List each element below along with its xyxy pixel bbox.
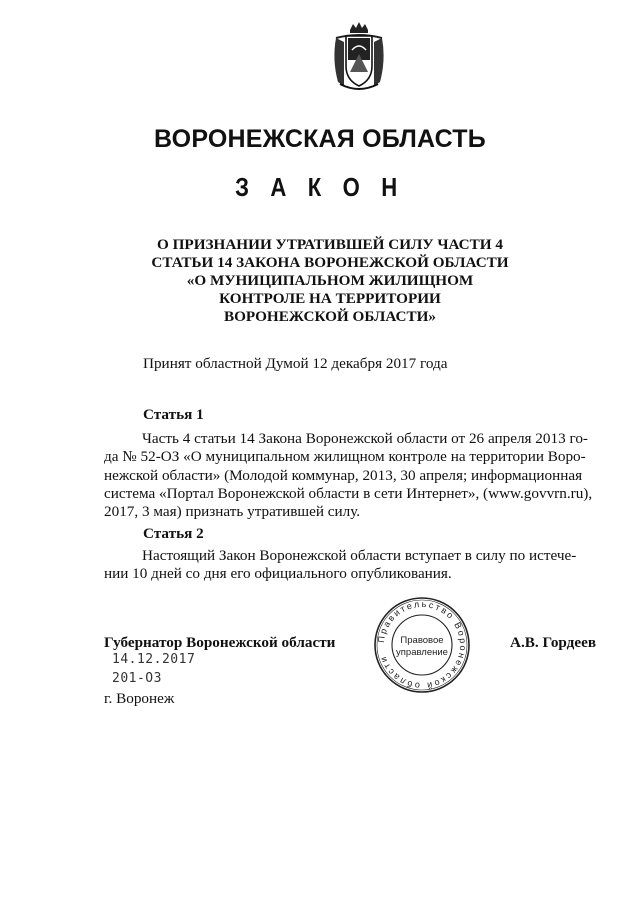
stamp-center-line: управление — [396, 647, 448, 658]
article-1-line: 2017, 3 мая) признать утратившей силу. — [104, 503, 361, 521]
article-1-line: Часть 4 статьи 14 Закона Воронежской области от 26 апреля 2013 го- — [142, 430, 588, 447]
article-2-heading: Статья 2 — [143, 525, 204, 542]
stamp-ring-text: Правительство Воронежской области — [375, 598, 469, 692]
governor-name: А.В. Гордеев — [510, 634, 597, 651]
stamp-seal — [372, 595, 472, 695]
law-title-line: КОНТРОЛЕ НА ТЕРРИТОРИИ — [219, 290, 441, 307]
article-1-line: нежской области» (Молодой коммунар, 2013, 30 апреля; информационная — [104, 466, 583, 484]
signing-date: 14.12.2017 — [112, 652, 196, 667]
region-heading: ВОРОНЕЖСКАЯ ОБЛАСТЬ — [154, 125, 486, 153]
article-1-heading: Статья 1 — [143, 406, 204, 423]
article-2-line: Настоящий Закон Воронежской области вступает в силу по истече- — [142, 547, 577, 564]
governor-position: Губернатор Воронежской области — [104, 634, 336, 651]
city: г. Воронеж — [104, 690, 175, 707]
article-2-line: нии 10 дней со дня его официального опубликования. — [104, 565, 452, 583]
article-1-line: да № 52-ОЗ «О муниципальном жилищном контроле на территории Воро- — [104, 448, 586, 466]
law-title-line: СТАТЬИ 14 ЗАКОНА ВОРОНЕЖСКОЙ ОБЛАСТИ — [151, 254, 509, 271]
coat-of-arms-icon — [330, 20, 388, 92]
article-1-line: система «Портал Воронежской области в сети Интернет», (www.govvrn.ru), — [104, 484, 593, 502]
law-title — [120, 236, 540, 326]
law-title-line: О ПРИЗНАНИИ УТРАТИВШЕЙ СИЛУ ЧАСТИ 4 — [157, 236, 503, 253]
law-title-line: ВОРОНЕЖСКОЙ ОБЛАСТИ» — [223, 308, 437, 325]
article-1-text — [104, 430, 596, 521]
law-number: 201-ОЗ — [112, 671, 162, 686]
stamp-center-line: Правовое — [400, 635, 444, 646]
law-title-line: «О МУНИЦИПАЛЬНОМ ЖИЛИЩНОМ — [186, 272, 474, 289]
document-type-heading: З А К О Н — [235, 172, 405, 202]
accepted-date: Принят областной Думой 12 декабря 2017 года — [143, 355, 448, 372]
article-2-text — [104, 547, 596, 584]
